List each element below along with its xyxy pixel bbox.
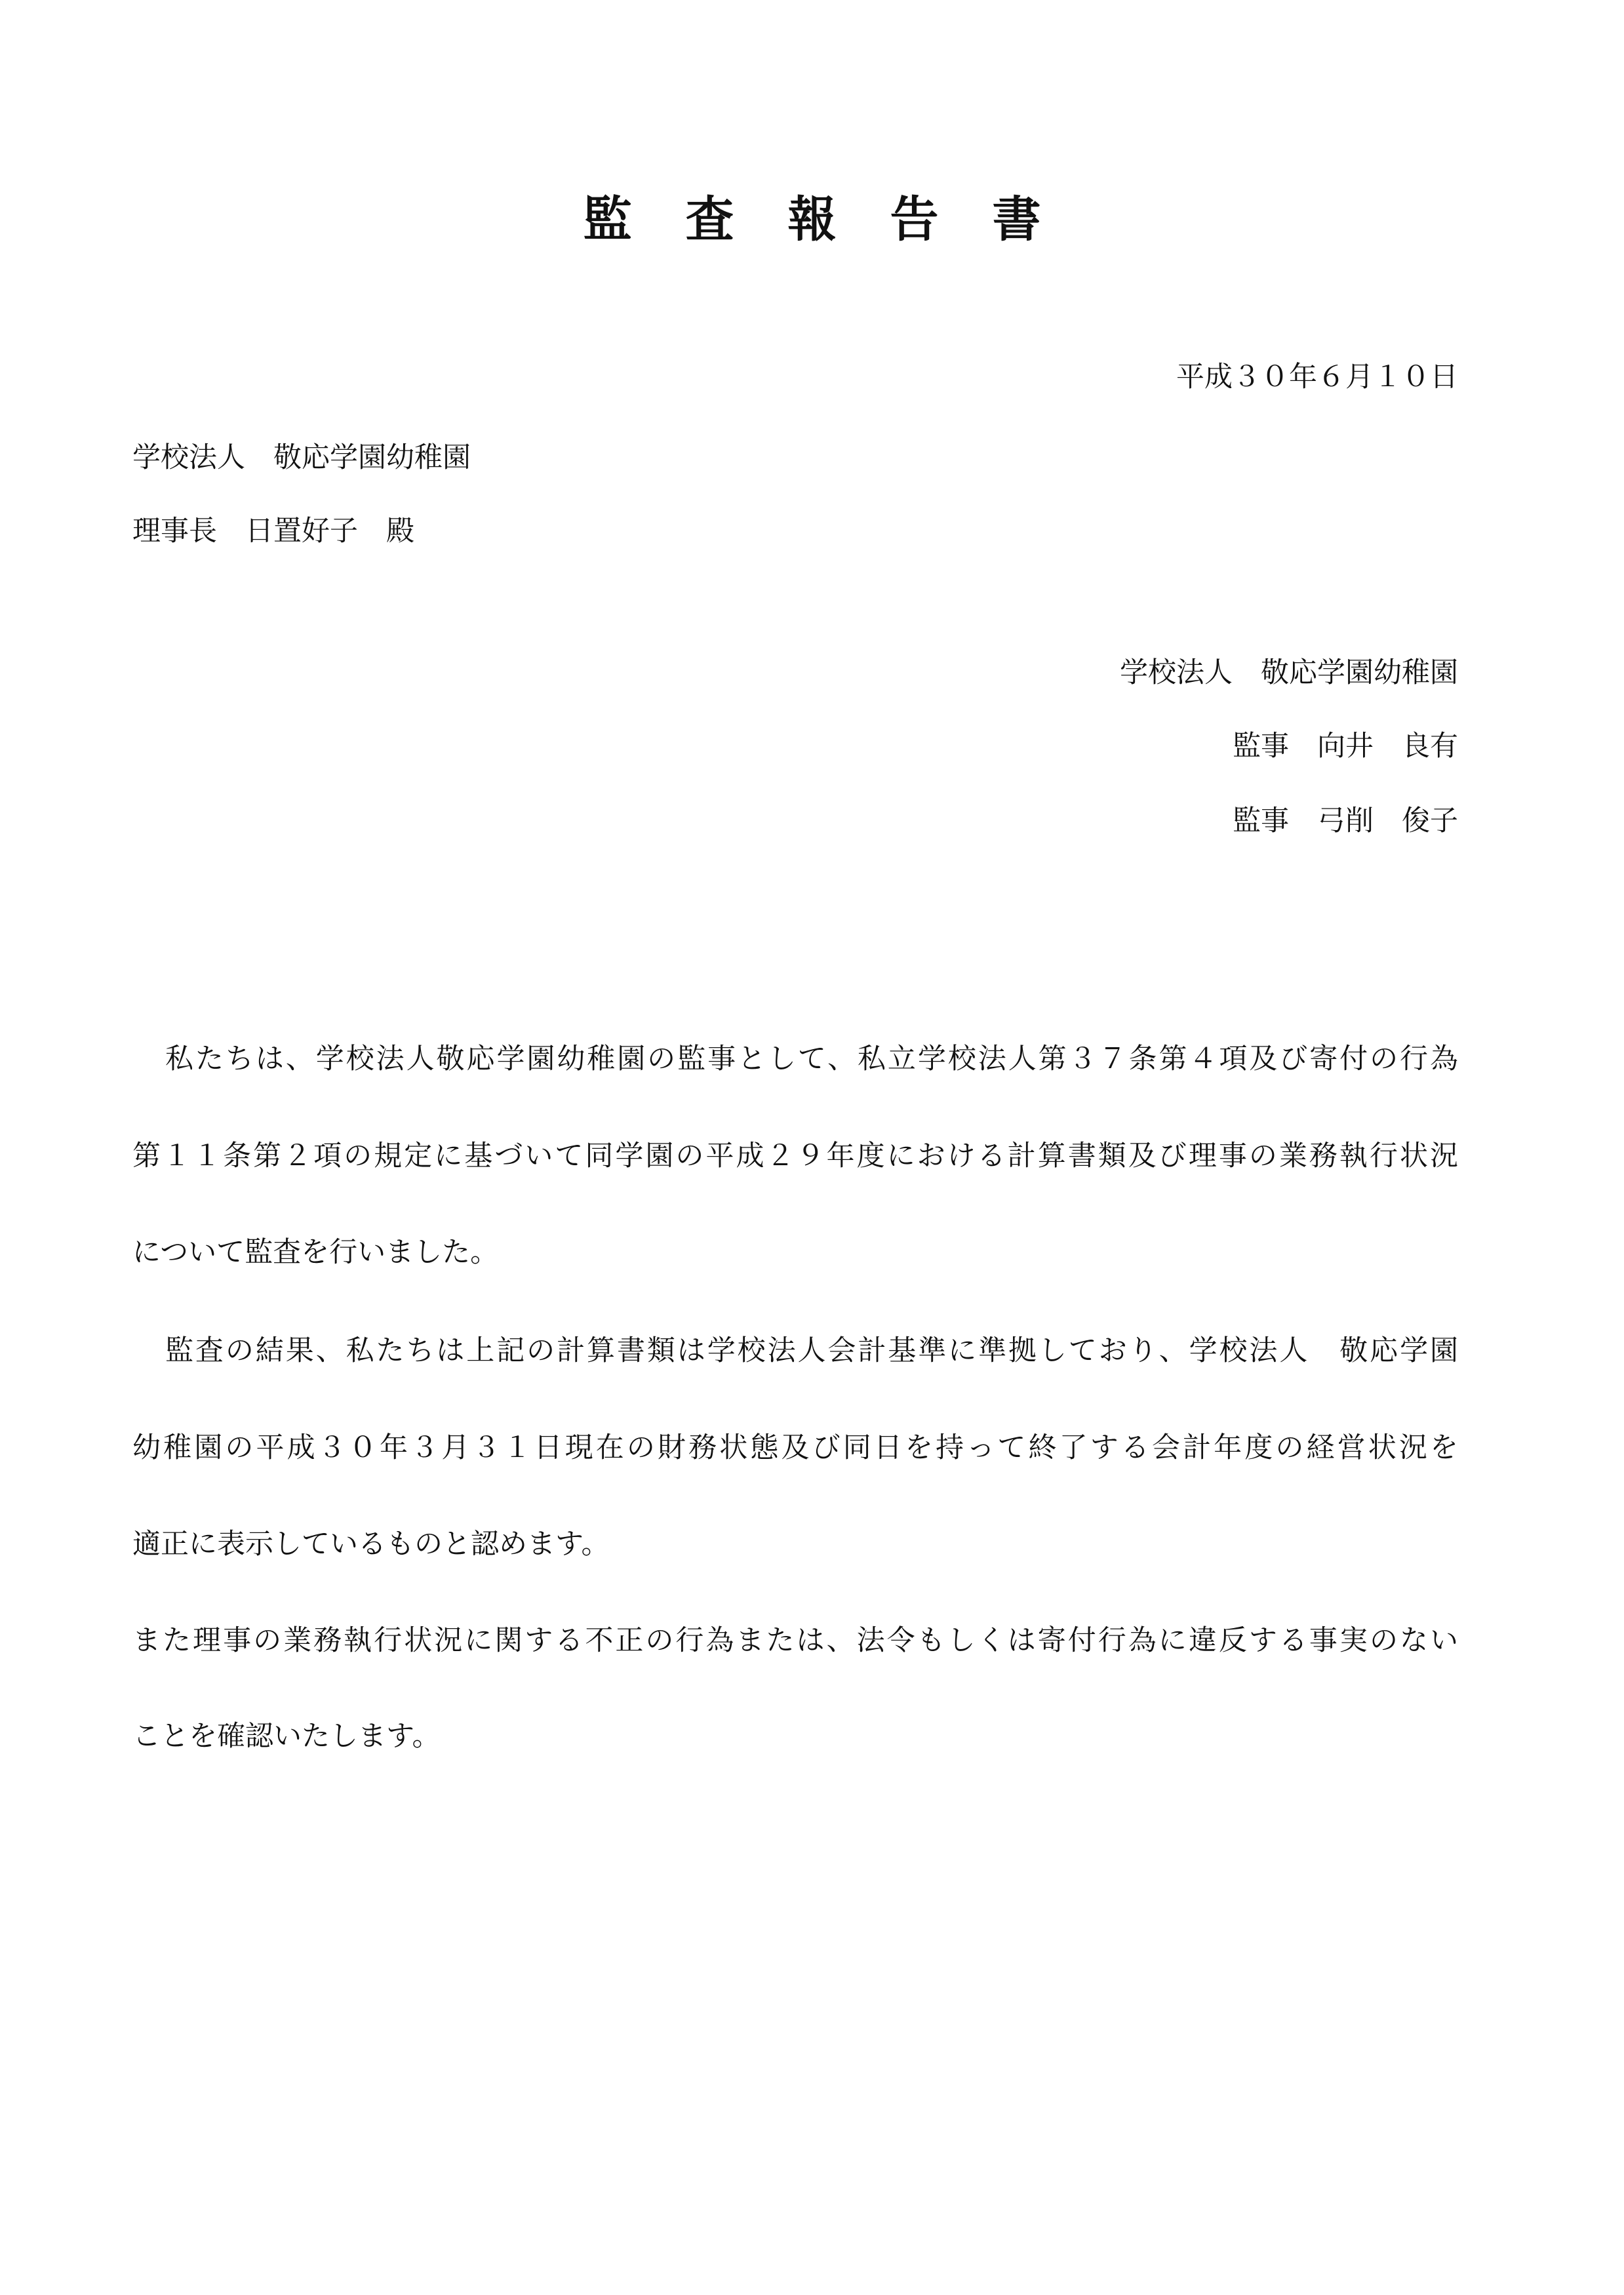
body-paragraph-2-line-2: 幼稚園の平成３０年３月３１日現在の財務状態及び同日を持って終了する会計年度の経営状況を (132, 1431, 1458, 1464)
document-title: 監査報告書 (583, 191, 1095, 248)
body-paragraph-2-line-1: 監査の結果、私たちは上記の計算書類は学校法人会計基準に準拠しており、学校法人 敬応学園 (165, 1334, 1458, 1367)
body-paragraph-1-line-3: について監査を行いました。 (132, 1236, 499, 1269)
signer-auditor-1: 監事 向井 良有 (1233, 730, 1458, 763)
addressee-organization: 学校法人 敬応学園幼稚園 (132, 441, 471, 474)
addressee-name: 理事長 日置好子 殿 (132, 515, 414, 548)
body-paragraph-2-line-3: 適正に表示しているものと認めます。 (132, 1528, 610, 1561)
body-paragraph-1-line-1: 私たちは、学校法人敬応学園幼稚園の監事として、私立学校法人第３７条第４項及び寄付の行為 (165, 1043, 1458, 1075)
body-paragraph-3-line-2: ことを確認いたします。 (132, 1720, 441, 1753)
signer-organization: 学校法人 敬応学園幼稚園 (1120, 656, 1458, 689)
report-date: 平成３０年６月１０日 (1176, 361, 1458, 393)
body-paragraph-3-line-1: また理事の業務執行状況に関する不正の行為または、法令もしくは寄付行為に違反する事実のない (132, 1624, 1458, 1657)
signer-auditor-2: 監事 弓削 俊子 (1233, 805, 1458, 837)
body-paragraph-1-line-2: 第１１条第２項の規定に基づいて同学園の平成２９年度における計算書類及び理事の業務執行状況 (132, 1140, 1458, 1172)
